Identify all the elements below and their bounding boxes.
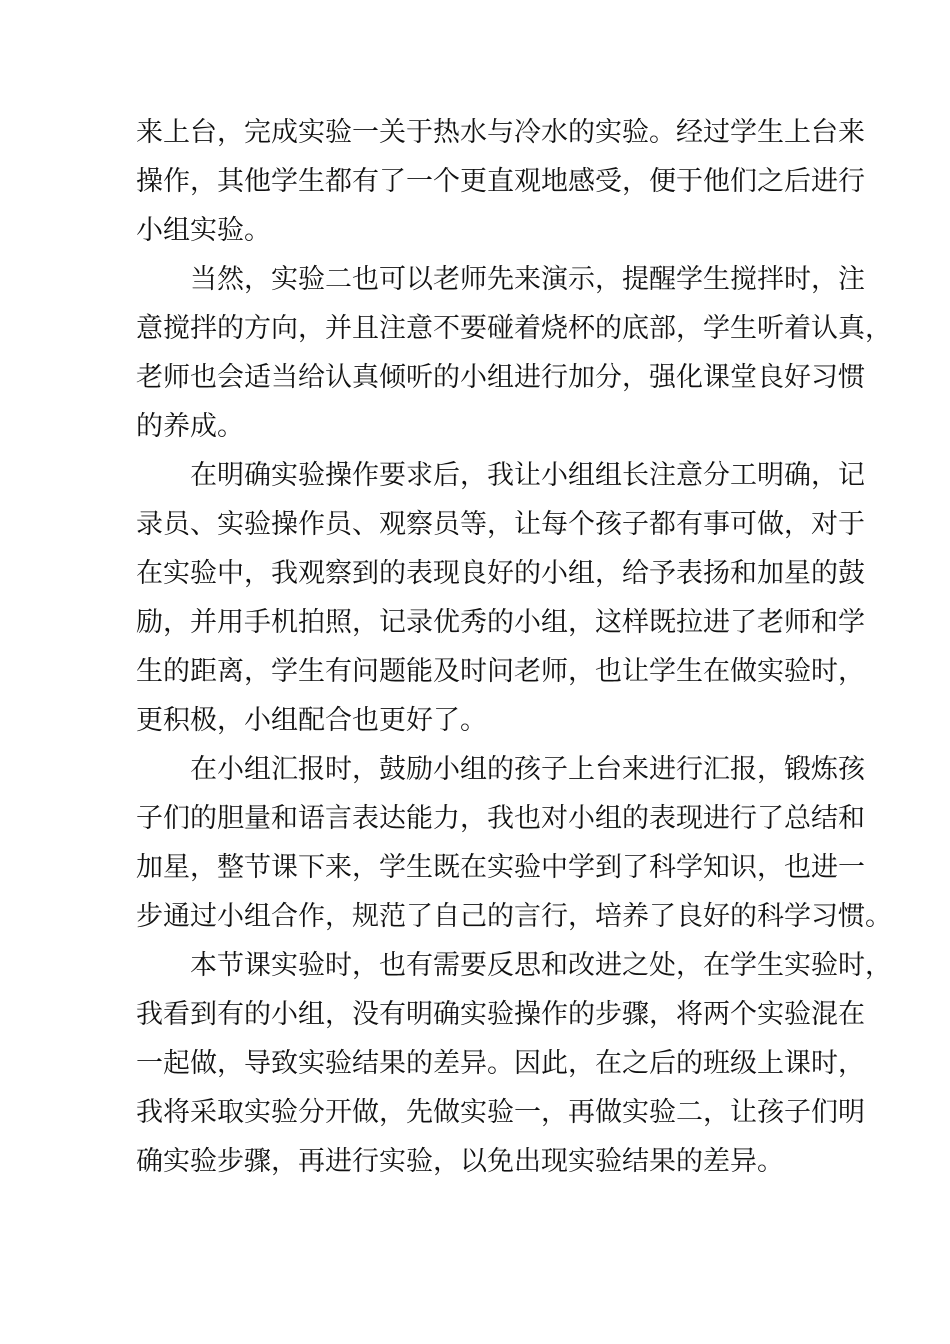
text-line: 确实验步骤，再进行实验，以免出现实验结果的差异。: [136, 1146, 784, 1177]
text-line: 来上台，完成实验一关于热水与冷水的实验。经过学生上台来: [136, 117, 865, 148]
text-line: 步通过小组合作，规范了自己的言行，培养了良好的科学习惯。: [136, 901, 892, 932]
text-line: 的养成。: [136, 411, 244, 442]
text-line: 意搅拌的方向，并且注意不要碰着烧杯的底部，学生听着认真，: [136, 313, 892, 344]
text-line: 在实验中，我观察到的表现良好的小组，给予表扬和加星的鼓: [136, 558, 865, 589]
body-text: [136, 108, 892, 1186]
text-line: 我看到有的小组，没有明确实验操作的步骤，将两个实验混在: [136, 999, 865, 1030]
text-line: 录员、实验操作员、观察员等，让每个孩子都有事可做，对于: [136, 509, 865, 540]
paragraph-3: [136, 451, 865, 745]
paragraph-4: [136, 745, 892, 941]
text-line: 更积极，小组配合也更好了。: [136, 705, 487, 736]
text-line: 我将采取实验分开做，先做实验一，再做实验二，让孩子们明: [136, 1097, 865, 1128]
text-line: 操作，其他学生都有了一个更直观地感受，便于他们之后进行: [136, 166, 865, 197]
text-line: 子们的胆量和语言表达能力，我也对小组的表现进行了总结和: [136, 803, 865, 834]
text-line: 生的距离，学生有问题能及时问老师，也让学生在做实验时，: [136, 656, 865, 687]
text-line: 小组实验。: [136, 215, 271, 246]
text-line: 在明确实验操作要求后，我让小组组长注意分工明确，记: [190, 460, 865, 491]
text-line: 在小组汇报时，鼓励小组的孩子上台来进行汇报，锻炼孩: [190, 754, 865, 785]
text-line: 一起做，导致实验结果的差异。因此，在之后的班级上课时，: [136, 1048, 865, 1079]
text-line: 加星，整节课下来，学生既在实验中学到了科学知识，也进一: [136, 852, 865, 883]
paragraph-5: [136, 941, 892, 1186]
text-line: 老师也会适当给认真倾听的小组进行加分，强化课堂良好习惯: [136, 362, 865, 393]
text-line: 励，并用手机拍照，记录优秀的小组，这样既拉进了老师和学: [136, 607, 865, 638]
paragraph-2: [136, 255, 892, 451]
text-line: 本节课实验时，也有需要反思和改进之处，在学生实验时，: [190, 950, 892, 981]
text-line: 当然，实验二也可以老师先来演示，提醒学生搅拌时，注: [190, 264, 865, 295]
paragraph-1: [136, 108, 865, 255]
